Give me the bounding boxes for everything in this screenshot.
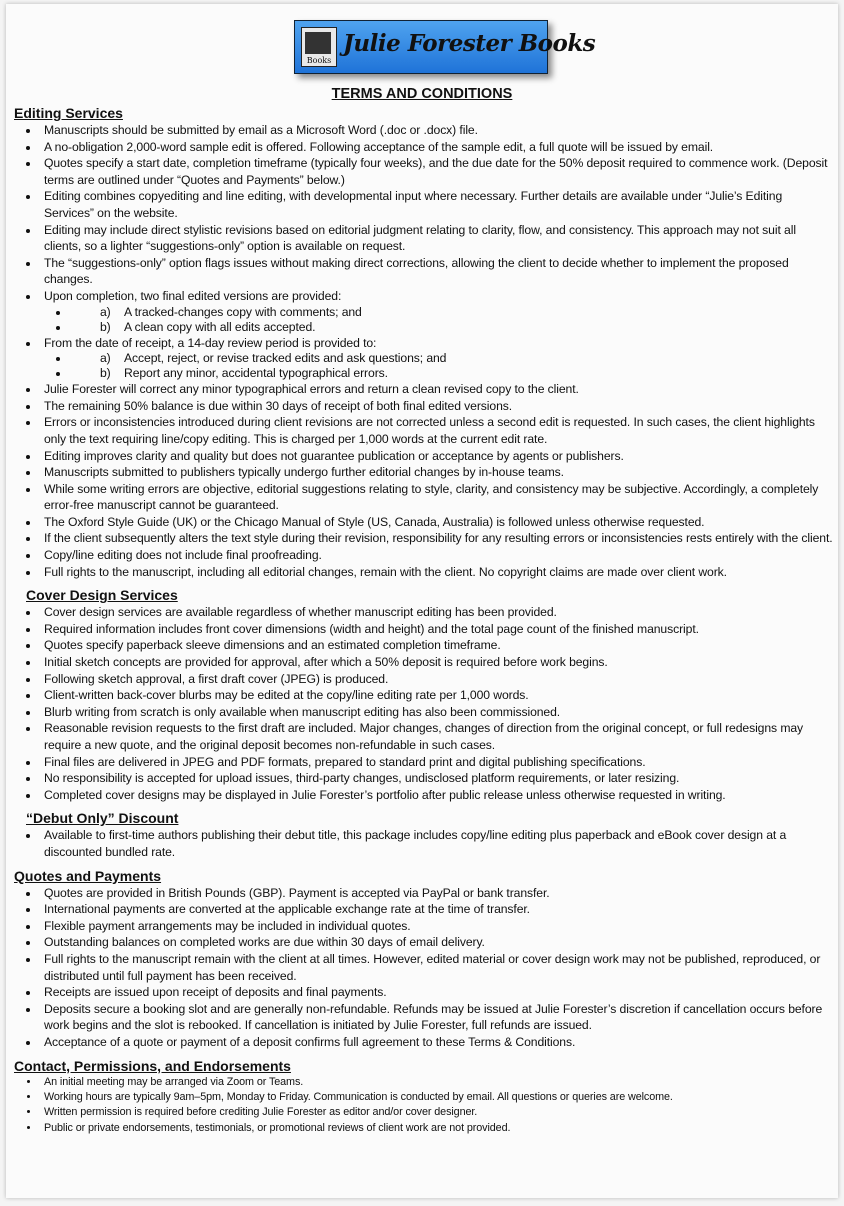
list-item: • Blurb writing from scratch is only available when manuscript editing has also been commissioned. [40,704,834,721]
list-item: • Acceptance of a quote or payment of a deposit confirms full agreement to these Terms & Conditions. [40,1034,834,1051]
list-item: • While some writing errors are objective, editorial suggestions relating to style, clarity, and consistency may be subjective. Accordingly, a completely error-free manuscript cannot be guaranteed. [40,481,834,514]
section-quotes-payments [14,867,834,1051]
list-item-text: From the date of receipt, a 14-day review period is provided to: [44,335,377,350]
list-item: • Quotes specify paperback sleeve dimensions and an estimated completion timeframe. [40,637,834,654]
list-item: • The remaining 50% balance is due within 30 days of receipt of both final edited versions. [40,398,834,415]
sub-list-letter: b) [100,366,111,381]
list-item: • Written permission is required before crediting Julie Forester as editor and/or cover designer. [40,1105,834,1120]
document-page [6,4,838,1198]
sub-list-item [70,366,834,381]
logo-text: Julie Forester Books [343,30,596,57]
list-item: • Available to first-time authors publishing their debut title, this package includes copy/line editing plus paperback and eBook cover design at a discounted bundled rate. [40,827,834,860]
sub-list-letter: a) [100,304,111,319]
book-icon [301,27,337,67]
list-item: • Completed cover designs may be displayed in Julie Forester’s portfolio after public release unless otherwise requested in writing. [40,787,834,804]
list-item: • Client-written back-cover blurbs may be edited at the copy/line editing rate per 1,000 words. [40,687,834,704]
list-item: • An initial meeting may be arranged via Zoom or Teams. [40,1075,834,1090]
section-editing-services [14,104,834,580]
list-item: • Outstanding balances on completed works are due within 30 days of email delivery. [40,934,834,951]
list-item: • Cover design services are available regardless of whether manuscript editing has been provided. [40,604,834,621]
list-item: • Editing may include direct stylistic revisions based on editorial judgment relating to clarity, flow, and consistency. This approach may not suit all clients, so a lighter “suggestions-only” option is available on request. [40,222,834,255]
sub-list [44,305,834,335]
list-item: • Full rights to the manuscript, including all editorial changes, remain with the client. No copyright claims are made over client work. [40,564,834,581]
list-item: • The “suggestions-only” option flags issues without making direct corrections, allowing the client to decide whether to implement the proposed changes. [40,255,834,288]
list-item: • Manuscripts should be submitted by email as a Microsoft Word (.doc or .docx) file. [40,122,834,139]
list-item: • Full rights to the manuscript remain with the client at all times. However, edited material or cover design work may not be published, reproduced, or distributed until full payment has been received. [40,951,834,984]
list-item: • Reasonable revision requests to the first draft are included. Major changes, changes of direction from the original concept, or full redesigns may require a new quote, and the original deposit becomes non-refundable in such cases. [40,720,834,753]
list-item: • Final files are delivered in JPEG and PDF formats, prepared to standard print and digital publishing specifications. [40,754,834,771]
terms-content [14,104,834,1136]
list-item: • Deposits secure a booking slot and are generally non-refundable. Refunds may be issued at Julie Forester’s discretion if cancellation occurs before work begins and the slot is rebooked. If cancellation is initiated by Julie Forester, full refunds are issued. [40,1001,834,1034]
debut-list [14,827,834,860]
list-item: • Julie Forester will correct any minor typographical errors and return a clean revised copy to the client. [40,381,834,398]
sub-list-item [70,305,834,320]
list-item: • Working hours are typically 9am–5pm, Monday to Friday. Communication is conducted by email. All questions or queries are welcome. [40,1090,834,1105]
list-item: • Editing improves clarity and quality but does not guarantee publication or acceptance by agents or publishers. [40,448,834,465]
list-item [40,288,834,335]
section-heading: Contact, Permissions, and Endorsements [14,1057,291,1074]
list-item: • Receipts are issued upon receipt of deposits and final payments. [40,984,834,1001]
section-heading: “Debut Only” Discount [26,810,179,827]
sub-list-text: A clean copy with all edits accepted. [124,319,316,334]
list-item: • Errors or inconsistencies introduced during client revisions are not corrected unless a second edit is requested. In such cases, the client highlights only the text requiring line/copy editing. This is charged per 1,000 words at the current edit rate. [40,414,834,447]
page-title: TERMS AND CONDITIONS [331,86,513,102]
sub-list-letter: b) [100,319,111,334]
section-debut-discount [14,809,834,860]
sub-list [44,351,834,381]
list-item: • No responsibility is accepted for upload issues, third-party changes, undisclosed platform requirements, or later resizing. [40,770,834,787]
sub-list-letter: a) [100,351,111,366]
list-item: • Editing combines copyediting and line editing, with developmental input where necessary. Further details are available under “Julie’s Editing Services” on the website. [40,188,834,221]
quotes-list [14,885,834,1051]
section-heading: Quotes and Payments [14,867,162,884]
sub-list-text: Report any minor, accidental typographical errors. [124,366,388,381]
list-item [40,335,834,382]
list-item: • Flexible payment arrangements may be included in individual quotes. [40,918,834,935]
list-item: • Quotes are provided in British Pounds (GBP). Payment is accepted via PayPal or bank transfer. [40,885,834,902]
brand-logo [294,20,596,74]
section-cover-design-services [14,586,834,803]
list-item-text: Upon completion, two final edited versions are provided: [44,288,342,303]
book-icon-label: Books [306,56,332,65]
section-contact-permissions [14,1057,834,1137]
contact-list [14,1075,834,1137]
list-item: • Copy/line editing does not include final proofreading. [40,547,834,564]
list-item: • Following sketch approval, a first draft cover (JPEG) is produced. [40,671,834,688]
sub-list-text: Accept, reject, or revise tracked edits and ask questions; and [124,351,447,366]
list-item: • A no-obligation 2,000-word sample edit is offered. Following acceptance of the sample edit, a full quote will be issued by email. [40,139,834,156]
list-item: • Manuscripts submitted to publishers typically undergo further editorial changes by in-house teams. [40,464,834,481]
list-item: • If the client subsequently alters the text style during their revision, responsibility for any resulting errors or inconsistencies rests entirely with the client. [40,530,834,547]
sub-list-text: A tracked-changes copy with comments; and [124,304,362,319]
list-item: • International payments are converted at the applicable exchange rate at the time of transfer. [40,901,834,918]
list-item: • Public or private endorsements, testimonials, or promotional reviews of client work are not provided. [40,1121,834,1136]
list-item: • Quotes specify a start date, completion timeframe (typically four weeks), and the due date for the 50% deposit required to commence work. (Deposit terms are outlined under “Quotes and Payments” below.) [40,155,834,188]
section-heading: Editing Services [14,105,123,121]
sub-list-item [70,351,834,366]
list-item: • Required information includes front cover dimensions (width and height) and the total page count of the finished manuscript. [40,621,834,638]
sub-list-item [70,320,834,335]
cover-list [14,604,834,803]
editing-list [14,122,834,580]
section-heading: Cover Design Services [26,587,178,604]
list-item: • Initial sketch concepts are provided for approval, after which a 50% deposit is required before work begins. [40,654,834,671]
list-item: • The Oxford Style Guide (UK) or the Chicago Manual of Style (US, Canada, Australia) is followed unless otherwise requested. [40,514,834,531]
